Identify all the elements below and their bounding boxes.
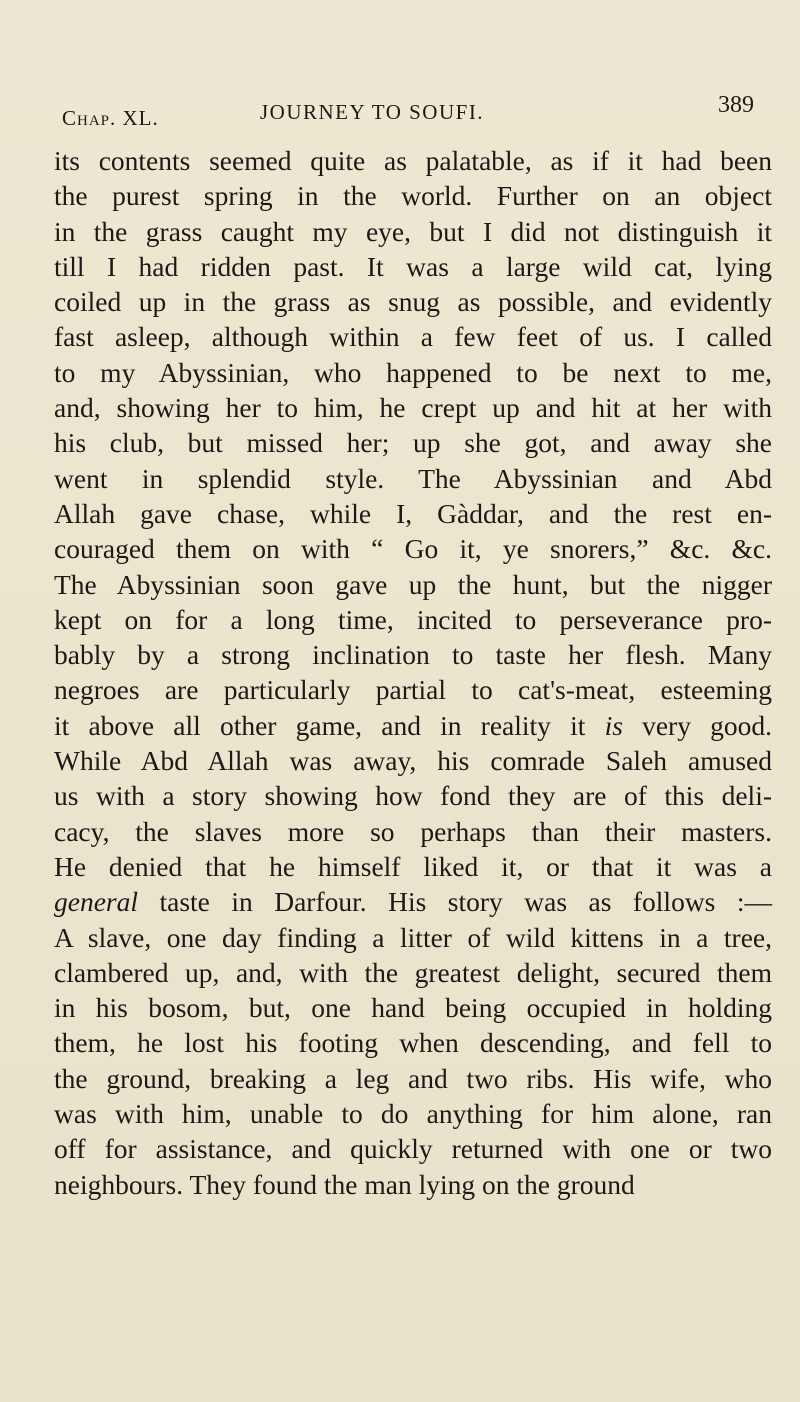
text-line: bably by a strong inclination to taste her flesh. Many (54, 639, 772, 671)
text-line: coiled up in the grass as snug as possible, and evidently (54, 286, 772, 318)
text-line: neighbours. They found the man lying on the ground (54, 1168, 635, 1200)
text-line: us with a story showing how fond they are of this deli- (54, 780, 772, 812)
text-segment: it above all other game, and in reality it (54, 709, 605, 741)
text-line: couraged them on with “ Go it, ye snorers,” &c. &c. (54, 533, 772, 565)
text-line: Allah gave chase, while I, Gàddar, and the rest en- (54, 497, 772, 529)
text-line: The Abyssinian soon gave up the hunt, but the nigger (54, 568, 772, 600)
chapter-label: Chap. XL. (62, 106, 159, 130)
text-line: his club, but missed her; up she got, and away she (54, 427, 772, 459)
page-number: 389 (718, 92, 754, 118)
text-line: fast asleep, although within a few feet of us. I called (54, 321, 772, 353)
text-line: in the grass caught my eye, but I did not distinguish it (54, 215, 772, 247)
text-line: the ground, breaking a leg and two ribs. His wife, who (54, 1062, 772, 1094)
text-line: in his bosom, but, one hand being occupied in holding (54, 992, 772, 1024)
text-line: clambered up, and, with the greatest delight, secured them (54, 956, 772, 988)
italic-word: general (54, 886, 139, 918)
text-line (54, 708, 772, 743)
text-line: them, he lost his footing when descending, and fell to (54, 1027, 772, 1059)
text-line: the purest spring in the world. Further on an object (54, 180, 772, 212)
text-line: till I had ridden past. It was a large wild cat, lying (54, 250, 772, 282)
text-line: its contents seemed quite as palatable, as if it had been (54, 145, 772, 176)
text-line: While Abd Allah was away, his comrade Saleh amused (54, 745, 772, 777)
text-segment: taste in Darfour. His story was as follows :— (138, 886, 772, 918)
text-line: off for assistance, and quickly returned with one or two (54, 1133, 772, 1165)
text-line: negroes are particularly partial to cat's-meat, esteeming (54, 674, 772, 706)
text-line: to my Abyssinian, who happened to be next to me, (54, 356, 772, 388)
italic-word: is (604, 709, 623, 741)
text-line: A slave, one day finding a litter of wild kittens in a tree, (54, 921, 772, 953)
text-line (54, 884, 772, 919)
text-line: went in splendid style. The Abyssinian and Abd (54, 462, 772, 494)
text-segment: very good. (622, 709, 772, 741)
page-heading: JOURNEY TO SOUFI. (260, 100, 485, 124)
text-line: and, showing her to him, he crept up and hit at her with (54, 392, 772, 424)
text-line: kept on for a long time, incited to perseverance pro- (54, 603, 772, 635)
body-text (54, 143, 772, 1202)
running-head (62, 92, 762, 136)
text-line: He denied that he himself liked it, or that it was a (54, 850, 772, 882)
text-line: cacy, the slaves more so perhaps than their masters. (54, 815, 772, 847)
text-line: was with him, unable to do anything for him alone, ran (54, 1098, 772, 1130)
